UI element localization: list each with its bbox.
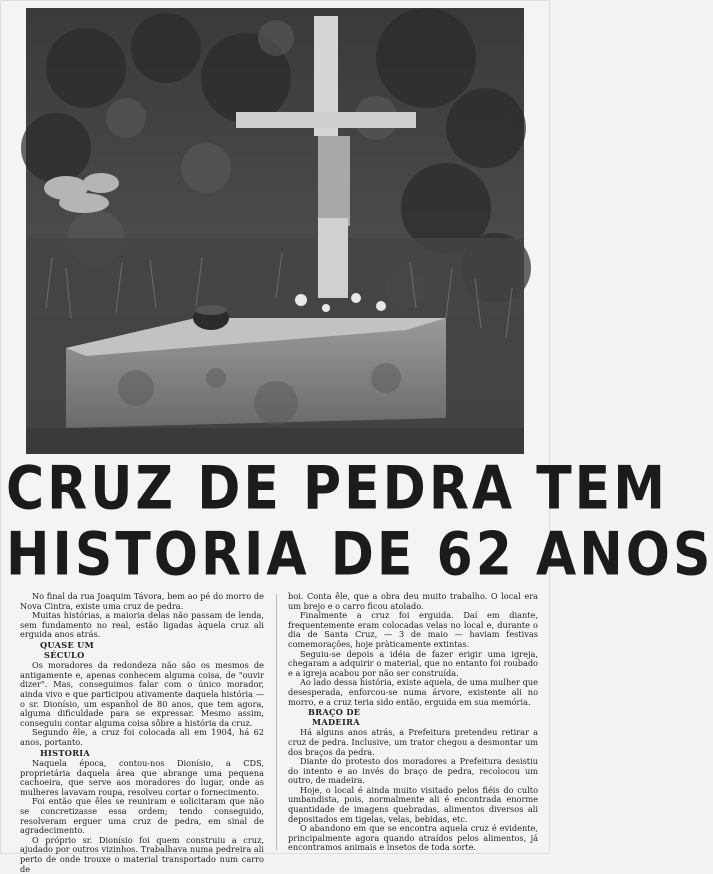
- paragraph: Diante do protesto dos moradores a Prefeitura desistiu do intento e ao invés do braço de pedra, recolocou um outro, de madeira.: [288, 756, 538, 786]
- paragraph: Naquela época, contou-nos Dionísio, a CDS, proprietária daquela área que abrange uma pequena cachoeira, que serve aos moradores do lugar, onde as mulheres lavavam roupa, resolveu cortar o fornecimento.: [20, 758, 264, 797]
- paragraph: Há alguns anos atrás, a Prefeitura pretendeu retirar a cruz de pedra. Inclusive, um trator chegou a desmontar um dos braços da pedra.: [288, 727, 538, 757]
- paragraph: Foi então que êles se reuniram e solicitaram que não se concretizasse essa ordem; tendo conseguido, resolveram erguer uma cruz de pedra, em sinal de agradecimento.: [20, 796, 264, 836]
- paragraph: Ao lado dessa história, existe aquela, de uma mulher que desesperada, enforcou-se numa árvore, existente ali no morro, e a cruz teria sido então, erguida em sua memória.: [288, 677, 538, 707]
- subheading: QUASE UM: [40, 639, 94, 650]
- subheading: SÉCULO: [44, 649, 85, 660]
- column-divider: [276, 594, 277, 850]
- stone-cross-photo-icon: [26, 8, 524, 454]
- subheading: BRAÇO DE: [308, 707, 361, 718]
- headline-line-1: CRUZ DE PEDRA TEM: [6, 454, 668, 524]
- paragraph: Os moradores da redondeza não são os mesmos de antigamente e, apenas conhecem alguma coisa, de "ouvir dizer". Mas, conseguimos falar com o único morador, ainda vivo e que participou ativamente daquela história — o sr. Dionísio, um espanhol de 80 anos, que tem agora, alguma dificuldade para se expressar. Mesmo assim, conseguiu contar alguma coisa sôbre a história da cruz.: [20, 660, 264, 728]
- article-column-right: [288, 592, 538, 853]
- subheading: MADEIRA: [312, 716, 360, 727]
- headline-line-2: HISTORIA DE 62 ANOS: [6, 520, 713, 590]
- paragraph: boi. Conta êle, que a obra deu muito trabalho. O local era um brejo e o carro ficou atolado.: [288, 591, 538, 611]
- paragraph: Segundo êle, a cruz foi colocada ali em 1904, há 62 anos, portanto.: [20, 727, 264, 747]
- paragraph: Muitas histórias, a maioria delas não passam de lenda, sem fundamento no real, estão ligadas àquela cruz ali erguida anos atrás.: [20, 610, 264, 640]
- paragraph: Finalmente a cruz foi erguida. Daí em diante, frequentemente eram colocadas velas no local e, durante o dia de Santa Cruz, — 3 de maio — haviam festivas comemorações, hoje pràticamente extintas.: [288, 610, 538, 649]
- paragraph: Seguiu-se depois a idéia de fazer erigir uma igreja, chegaram a adquirir o material, que no entanto foi roubado e a igreja acabou por não ser construída.: [288, 648, 538, 678]
- subheading: HISTORIA: [40, 747, 91, 758]
- paragraph: No final da rua Joaquim Távora, bem ao pé do morro de Nova Cintra, existe uma cruz de pedra.: [20, 591, 264, 611]
- headline: [6, 454, 713, 590]
- paragraph: O abandono em que se encontra aquela cruz é evidente, principalmente agora quando atraídos pelos alimentos, já encontramos animais e insetos de toda sorte.: [288, 823, 538, 853]
- article-column-left: [20, 592, 264, 874]
- paragraph: O próprio sr. Dionísio foi quem construiu a cruz, ajudado por outros vizinhos. Trabalhava numa pedreira ali perto de onde trouxe o material transportado num carro de: [20, 834, 264, 874]
- paragraph: Hoje, o local é ainda muito visitado pelos fiéis do culto umbandista, pois, normalmente ali é encontrada enorme quantidade de imagens quebradas, alimentos diversos ali depositados em tigelas, velas, bebidas, etc.: [288, 784, 538, 824]
